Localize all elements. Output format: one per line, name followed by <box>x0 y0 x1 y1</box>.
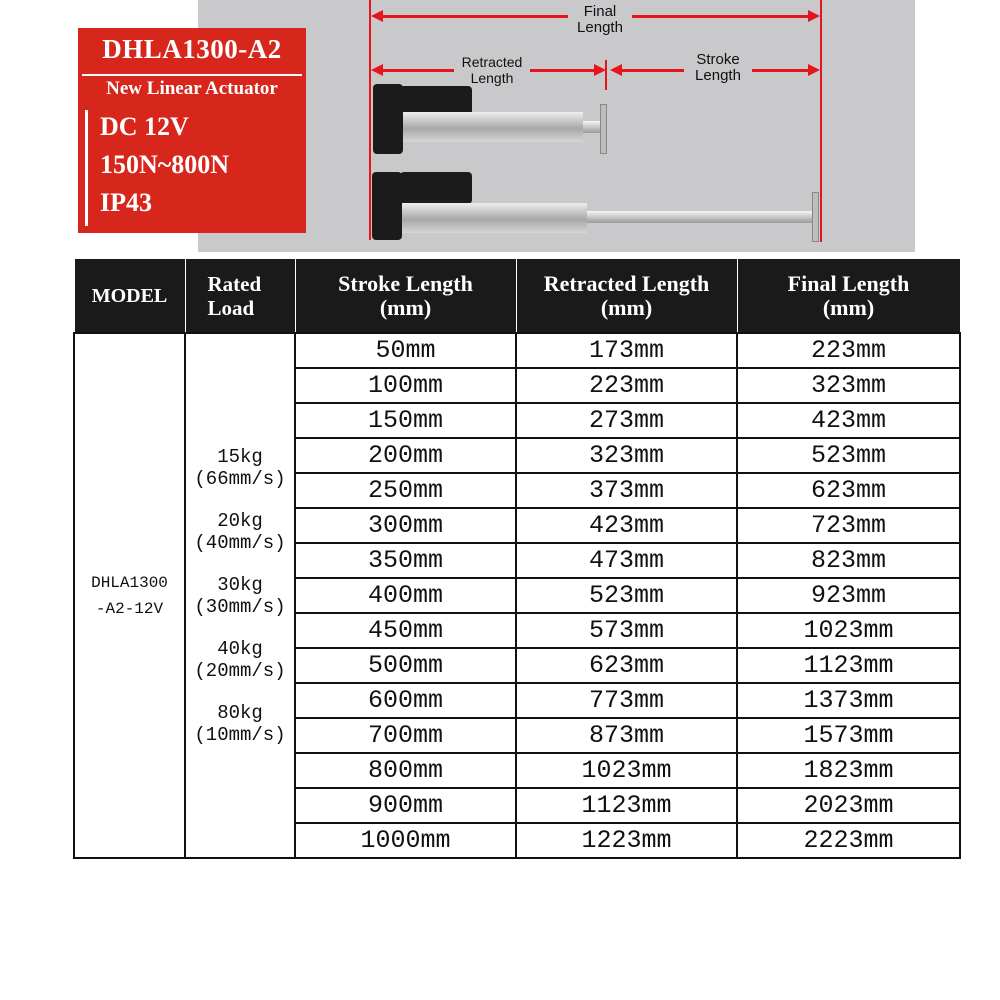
retracted-length-cell: 1223mm <box>516 823 737 858</box>
motor-housing <box>400 172 472 204</box>
actuator-rod <box>583 121 601 133</box>
load-weight: 30kg <box>217 573 263 596</box>
table-row <box>74 333 960 368</box>
table-header-row <box>74 259 960 334</box>
rated-load-cell <box>185 333 295 858</box>
stroke-length-cell: 1000mm <box>295 823 516 858</box>
arrow-left-icon <box>371 64 383 76</box>
arrow-right-icon <box>808 10 820 22</box>
header-rated-load: Rated Load <box>185 259 295 334</box>
final-length-cell: 1373mm <box>737 683 960 718</box>
retracted-length-cell: 273mm <box>516 403 737 438</box>
final-length-cell: 1023mm <box>737 613 960 648</box>
final-length-label: Final Length <box>577 3 623 36</box>
table-body <box>74 333 960 858</box>
end-plate <box>812 192 819 242</box>
retracted-length-cell: 623mm <box>516 648 737 683</box>
retracted-length-cell: 423mm <box>516 508 737 543</box>
final-length-cell: 823mm <box>737 543 960 578</box>
actuator-tube <box>402 203 587 233</box>
retracted-length-label: Retracted Length <box>461 54 523 86</box>
load-speed: (30mm/s) <box>194 595 286 618</box>
arrow-right-icon <box>594 64 606 76</box>
retracted-length-cell: 573mm <box>516 613 737 648</box>
retracted-line-left <box>378 69 454 72</box>
load-speed: (40mm/s) <box>194 531 286 554</box>
stroke-length-cell: 250mm <box>295 473 516 508</box>
load-weight: 40kg <box>217 637 263 660</box>
rated-load-item <box>186 510 294 554</box>
load-weight: 80kg <box>217 701 263 724</box>
retracted-length-cell: 773mm <box>516 683 737 718</box>
arrow-right-icon <box>808 64 820 76</box>
product-spec-box <box>78 28 306 233</box>
arrow-left-icon <box>371 10 383 22</box>
stroke-line-left <box>618 69 684 72</box>
final-length-cell: 623mm <box>737 473 960 508</box>
header-final-length: Final Length (mm) <box>737 259 960 334</box>
load-speed: (10mm/s) <box>194 723 286 746</box>
retracted-length-cell: 1123mm <box>516 788 737 823</box>
motor-body <box>373 84 403 154</box>
stroke-length-cell: 200mm <box>295 438 516 473</box>
final-length-cell: 723mm <box>737 508 960 543</box>
divider <box>85 110 88 226</box>
rated-load-item <box>186 574 294 618</box>
actuator-tube <box>403 112 583 142</box>
final-length-cell: 1573mm <box>737 718 960 753</box>
load-speed: (66mm/s) <box>194 467 286 490</box>
product-subtitle: New Linear Actuator <box>106 78 278 99</box>
stroke-length-cell: 700mm <box>295 718 516 753</box>
stroke-length-cell: 800mm <box>295 753 516 788</box>
stroke-length-cell: 450mm <box>295 613 516 648</box>
retracted-length-cell: 223mm <box>516 368 737 403</box>
product-title: DHLA1300-A2 <box>102 34 282 64</box>
arrow-left-icon <box>610 64 622 76</box>
end-plate <box>600 104 607 154</box>
final-length-cell: 523mm <box>737 438 960 473</box>
stroke-length-label: Stroke Length <box>695 51 741 84</box>
spec-table <box>73 258 961 859</box>
stroke-length-cell: 350mm <box>295 543 516 578</box>
actuator-rod <box>587 211 812 223</box>
retracted-length-cell: 323mm <box>516 438 737 473</box>
retracted-length-cell: 873mm <box>516 718 737 753</box>
stroke-length-cell: 150mm <box>295 403 516 438</box>
final-length-cell: 1823mm <box>737 753 960 788</box>
header-retracted-length: Retracted Length (mm) <box>516 259 737 334</box>
retracted-length-cell: 173mm <box>516 333 737 368</box>
rated-load-item <box>186 638 294 682</box>
stroke-length-cell: 50mm <box>295 333 516 368</box>
divider <box>82 74 302 76</box>
spec-ip-rating: IP43 <box>100 188 152 217</box>
final-length-cell: 323mm <box>737 368 960 403</box>
header-stroke-length: Stroke Length (mm) <box>295 259 516 334</box>
stroke-line-right <box>752 69 810 72</box>
stroke-length-cell: 300mm <box>295 508 516 543</box>
retracted-length-cell: 473mm <box>516 543 737 578</box>
spec-force: 150N~800N <box>100 150 230 179</box>
final-length-cell: 1123mm <box>737 648 960 683</box>
motor-body <box>372 172 402 240</box>
stroke-length-cell: 400mm <box>295 578 516 613</box>
final-length-line-left <box>378 15 568 18</box>
stroke-length-cell: 500mm <box>295 648 516 683</box>
retracted-line-right <box>530 69 596 72</box>
load-weight: 20kg <box>217 509 263 532</box>
load-weight: 15kg <box>217 445 263 468</box>
final-length-cell: 2023mm <box>737 788 960 823</box>
stroke-length-cell: 100mm <box>295 368 516 403</box>
final-length-cell: 223mm <box>737 333 960 368</box>
model-cell: DHLA1300 -A2-12V <box>74 333 185 858</box>
stroke-length-cell: 600mm <box>295 683 516 718</box>
stroke-length-cell: 900mm <box>295 788 516 823</box>
spec-voltage: DC 12V <box>100 112 189 141</box>
rated-load-item <box>186 446 294 490</box>
final-length-cell: 2223mm <box>737 823 960 858</box>
load-speed: (20mm/s) <box>194 659 286 682</box>
retracted-length-cell: 373mm <box>516 473 737 508</box>
header-model: MODEL <box>74 259 185 334</box>
retracted-length-cell: 1023mm <box>516 753 737 788</box>
rated-load-item <box>186 702 294 746</box>
retracted-length-cell: 523mm <box>516 578 737 613</box>
final-length-line-right <box>632 15 810 18</box>
final-length-cell: 423mm <box>737 403 960 438</box>
left-boundary-line <box>369 0 371 240</box>
right-boundary-line <box>820 0 822 242</box>
final-length-cell: 923mm <box>737 578 960 613</box>
